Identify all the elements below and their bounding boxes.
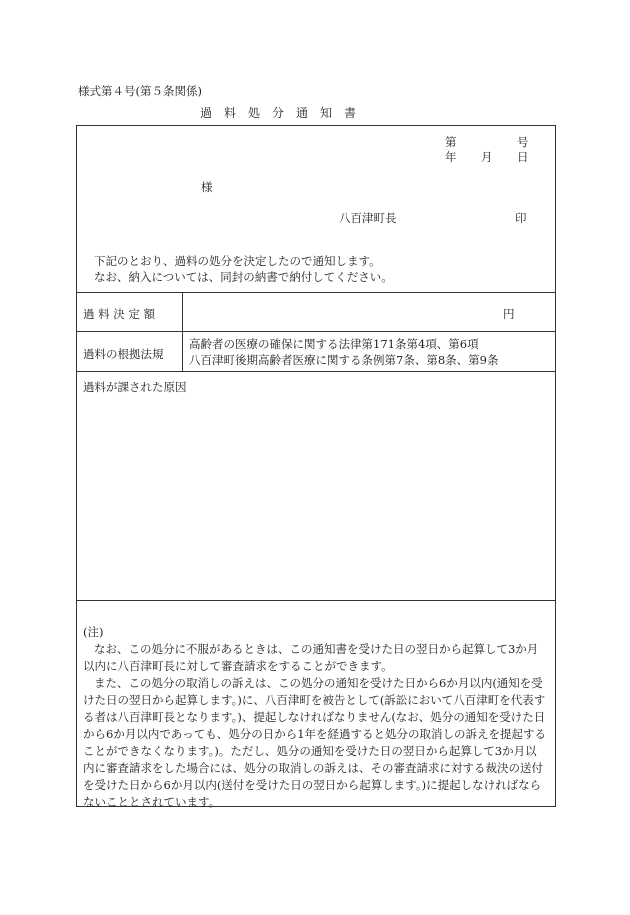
basis-line-1: 高齢者の医療の確保に関する法律第171条第4項、第6項 (189, 337, 479, 351)
reason-label: 過料が課された原因 (83, 380, 187, 394)
basis-label: 過料の根拠法規 (83, 347, 164, 361)
intro-line-2: なお、納入については、同封の納書で納付してください。 (94, 270, 393, 284)
amount-label: 過 料 決 定 額 (83, 307, 156, 321)
date-year: 年 (445, 150, 457, 164)
notes-section (83, 624, 547, 811)
issuer-name: 八百津町長 (339, 211, 397, 225)
recipient-honorific: 様 (201, 180, 213, 194)
divider (77, 600, 555, 601)
basis-line-2: 八百津町後期高齢者医療に関する条例第7条、第8条、第9条 (189, 353, 499, 367)
number-suffix: 号 (517, 135, 529, 149)
intro-line-1: 下記のとおり、過料の処分を決定したので通知します。 (94, 254, 381, 268)
seal-mark: 印 (515, 211, 527, 225)
divider (77, 292, 555, 293)
date-day: 日 (517, 150, 529, 164)
date-month: 月 (481, 150, 493, 164)
amount-unit: 円 (503, 307, 515, 321)
column-divider (182, 292, 183, 371)
notes-paragraph-2: また、この処分の取消しの訴えは、この処分の通知を受けた日から6か月以内(通知を受けた日の翌日から起算します。)に、八百津町を被告として(訴訟において八百津町を代表する者は八百津町長となります。)、提起しなければなりません(なお、処分の通知を受けた日から6か月以内であっても、処分の日から1年を経過すると処分の取消しの訴えを提起することができなくなります。)。ただし、処分の通知を受けた日の翌日から起算して3か月以内に審査請求をした場合には、処分の取消しの訴えは、その審査請求に対する裁決の送付を受けた日から6か月以内(送付を受けた日の翌日から起算します。)に提起しなければならないこととされています。 (83, 676, 547, 809)
document-title: 過 料 処 分 通 知 書 (200, 106, 357, 120)
notes-paragraph-1: なお、この処分に不服があるときは、この通知書を受けた日の翌日から起算して3か月以内に八百津町長に対して審査請求をすることができます。 (83, 642, 539, 673)
notes-heading: (注) (83, 625, 104, 639)
divider (77, 371, 555, 372)
form-frame (76, 125, 556, 807)
form-number-label: 様式第４号(第５条関係) (78, 84, 202, 98)
divider (77, 331, 555, 332)
number-prefix: 第 (445, 135, 457, 149)
